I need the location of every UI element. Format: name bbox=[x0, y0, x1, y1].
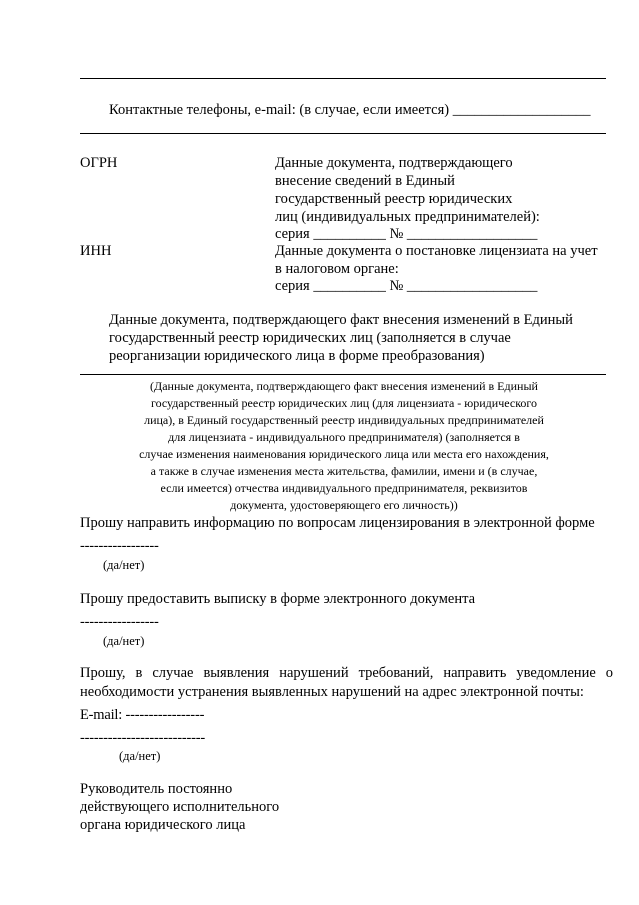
signature-line: действующего исполнительного bbox=[80, 799, 280, 815]
ogrn-doc-line: лиц (индивидуальных предпринимателей): bbox=[275, 209, 540, 225]
changes-note-line: случае изменения наименования юридического лица или места его нахождения, bbox=[139, 447, 549, 461]
changes-note-line: государственный реестр юридических лиц (для лицензиата - юридического bbox=[150, 396, 538, 410]
ogrn-doc-line: государственный реестр юридических bbox=[275, 191, 513, 207]
changes-note-line: (Данные документа, подтверждающего факт внесения изменений в Единый bbox=[150, 379, 538, 393]
inn-doc-line: Данные документа о постановке лицензиата на учет bbox=[275, 243, 598, 259]
extract-request: Прошу предоставить выписку в форме электронного документа bbox=[80, 591, 476, 607]
extract-answer-field[interactable]: ----------------- bbox=[80, 614, 159, 630]
top-rule bbox=[80, 78, 606, 79]
changes-line: Данные документа, подтверждающего факт внесения изменений в Единый bbox=[109, 312, 573, 328]
ogrn-label: ОГРН bbox=[80, 155, 118, 171]
changes-note-line: а также в случае изменения места жительства, фамилии, имени и (в случае, bbox=[150, 464, 538, 478]
violations-hint: (да/нет) bbox=[119, 749, 161, 763]
changes-line: реорганизации юридического лица в форме преобразования) bbox=[109, 348, 485, 364]
changes-note-line: для лицензиата - индивидуального предпринимателя) (заполняется в bbox=[168, 430, 520, 444]
changes-note-line: лица), в Единый государственный реестр индивидуальных предпринимателей bbox=[144, 413, 544, 427]
contacts-rule bbox=[80, 133, 606, 134]
violations-answer-field[interactable]: --------------------------- bbox=[80, 730, 205, 746]
changes-rule bbox=[80, 374, 606, 375]
extract-hint: (да/нет) bbox=[103, 634, 145, 648]
signature-line: органа юридического лица bbox=[80, 817, 246, 833]
inn-label: ИНН bbox=[80, 243, 112, 259]
contacts-label: Контактные телефоны, e-mail: (в случае, если имеется) ___________________ bbox=[109, 102, 591, 118]
electronic-info-request: Прошу направить информацию по вопросам лицензирования в электронной форме bbox=[80, 515, 595, 531]
inn-doc-line: в налоговом органе: bbox=[275, 261, 399, 277]
ogrn-series-number: серия __________ № __________________ bbox=[275, 226, 538, 242]
changes-note-line: если имеется) отчества индивидуального предпринимателя, реквизитов bbox=[160, 481, 528, 495]
changes-note bbox=[82, 378, 606, 514]
violations-request: Прошу, в случае выявления нарушений требований, направить уведомление о необходимости устранения выявленных нарушений на адрес электронной почты: bbox=[80, 665, 613, 700]
violations-email-field[interactable]: E-mail: ----------------- bbox=[80, 707, 205, 723]
signature-line: Руководитель постоянно bbox=[80, 781, 233, 797]
electronic-info-answer-field[interactable]: ----------------- bbox=[80, 538, 159, 554]
ogrn-doc-line: Данные документа, подтверждающего bbox=[275, 155, 513, 171]
inn-series-number: серия __________ № __________________ bbox=[275, 278, 538, 294]
electronic-info-hint: (да/нет) bbox=[103, 558, 145, 572]
changes-line: государственный реестр юридических лиц (заполняется в случае bbox=[109, 330, 511, 346]
ogrn-doc-line: внесение сведений в Единый bbox=[275, 173, 455, 189]
changes-note-line: документа, удостоверяющего его личность)) bbox=[230, 498, 458, 512]
